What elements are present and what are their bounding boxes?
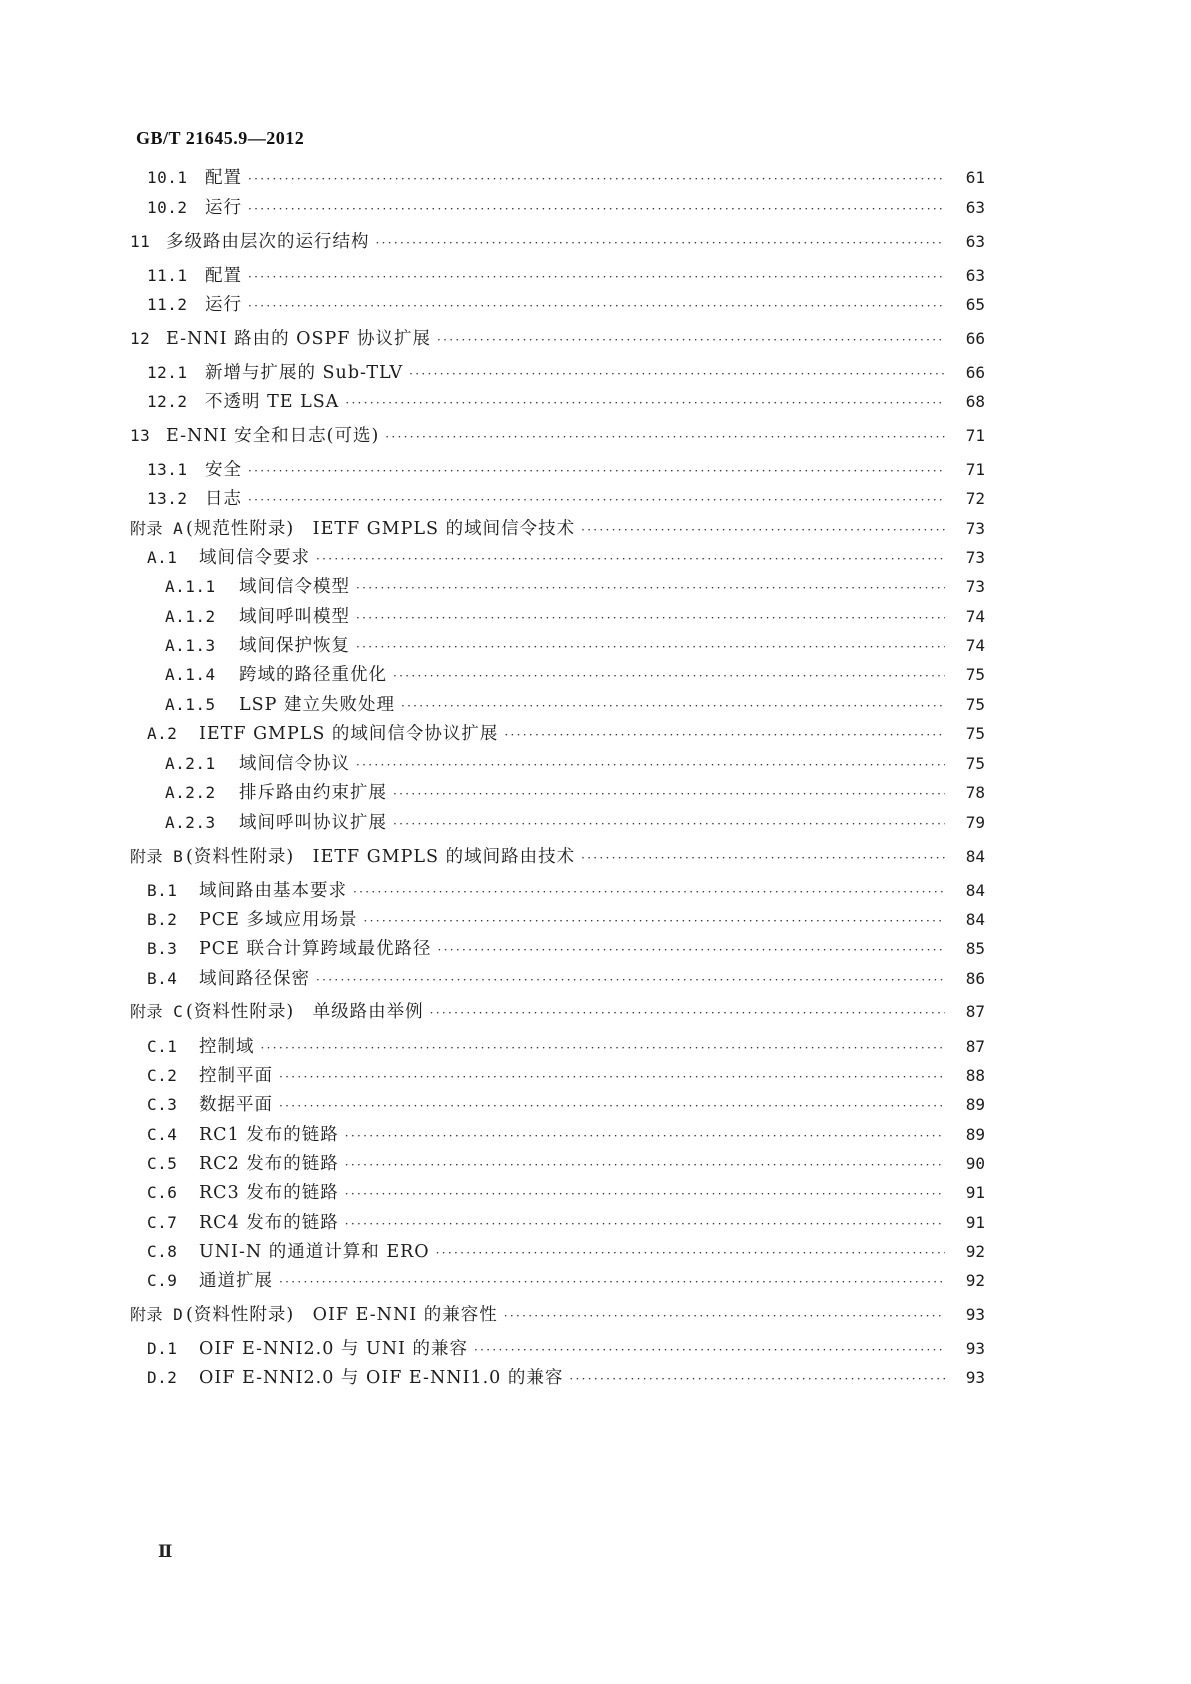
toc-leader-dots: [401, 693, 945, 719]
toc-leader-dots: [345, 1152, 945, 1178]
toc-entry[interactable]: [147, 907, 985, 933]
toc-entry-number: B.4: [147, 969, 178, 988]
toc-entry-title: 日志: [205, 489, 242, 509]
toc-entry-title: 控制域: [199, 1037, 255, 1057]
toc-entry[interactable]: [147, 1034, 985, 1060]
toc-leader-dots: [438, 937, 945, 963]
toc-entry-page: 61: [965, 168, 985, 187]
toc-entry-title: 数据平面: [199, 1095, 273, 1115]
toc-leader-dots: [279, 1269, 945, 1295]
toc-entry-page: 89: [965, 1095, 985, 1114]
toc-entry[interactable]: [147, 360, 985, 386]
toc-entry[interactable]: [130, 326, 985, 352]
toc-leader-dots: [393, 811, 945, 837]
toc-leader-dots: [356, 605, 945, 631]
toc-entry[interactable]: [147, 1268, 985, 1294]
toc-entry-page: 93: [965, 1339, 985, 1358]
toc-entry-number: A.1.3: [165, 636, 216, 655]
toc-entry-title: 运行: [205, 198, 242, 218]
toc-entry-page: 87: [965, 1037, 985, 1056]
toc-entry-number: C.1: [147, 1037, 178, 1056]
toc-leader-dots: [393, 663, 945, 689]
toc-entry-number: C.4: [147, 1125, 178, 1144]
toc-entry-page: 66: [965, 363, 985, 382]
toc-entry-title: 域间呼叫模型: [239, 607, 350, 627]
toc-entry-page: 73: [965, 519, 985, 538]
toc-entry-title: RC3 发布的链路: [199, 1183, 339, 1203]
toc-entry[interactable]: [147, 1063, 985, 1089]
toc-entry[interactable]: [147, 389, 985, 415]
toc-entry-page: 74: [965, 607, 985, 626]
toc-entry-title: RC2 发布的链路: [199, 1154, 339, 1174]
toc-entry-number: C.5: [147, 1154, 178, 1173]
toc-entry-number: 13.2: [147, 489, 188, 508]
toc-entry[interactable]: [165, 604, 985, 630]
toc-entry-page: 68: [965, 392, 985, 411]
toc-entry-number: B.3: [147, 939, 178, 958]
toc-leader-dots: [316, 967, 945, 993]
toc-entry-page: 71: [965, 426, 985, 445]
standard-number-header: GB/T 21645.9—2012: [136, 128, 305, 148]
toc-entry[interactable]: [147, 457, 985, 483]
toc-leader-dots: [385, 424, 945, 450]
toc-entry-number: A.2.3: [165, 813, 216, 832]
toc-entry-title: (资料性附录) 单级路由举例: [186, 1002, 424, 1022]
toc-entry-number: 12.2: [147, 392, 188, 411]
toc-leader-dots: [345, 1123, 945, 1149]
toc-entry-page: 92: [965, 1271, 985, 1290]
toc-entry-title: RC1 发布的链路: [199, 1125, 339, 1145]
toc-entry-page: 73: [965, 548, 985, 567]
toc-entry[interactable]: [130, 999, 985, 1025]
toc-entry-number: 11.2: [147, 295, 188, 314]
toc-entry-page: 84: [965, 910, 985, 929]
toc-entry-number: 附录 C: [130, 1002, 184, 1021]
toc-entry[interactable]: [147, 966, 985, 992]
toc-entry[interactable]: [130, 229, 985, 255]
toc-entry[interactable]: [165, 780, 985, 806]
toc-entry-title: 新增与扩展的 Sub-TLV: [205, 363, 404, 383]
toc-entry-title: 域间路由基本要求: [199, 881, 347, 901]
toc-entry-number: B.2: [147, 910, 178, 929]
toc-leader-dots: [504, 1303, 945, 1329]
toc-leader-dots: [279, 1064, 945, 1090]
toc-entry[interactable]: [147, 486, 985, 512]
toc-entry-title: LSP 建立失败处理: [239, 695, 395, 715]
toc-entry[interactable]: [165, 751, 985, 777]
toc-leader-dots: [504, 722, 945, 748]
toc-entry-title: 配置: [205, 266, 242, 286]
toc-entry-page: 72: [965, 489, 985, 508]
toc-entry[interactable]: [165, 810, 985, 836]
toc-entry-number: A.1: [147, 548, 178, 567]
toc-entry-number: C.2: [147, 1066, 178, 1085]
toc-entry-title: 控制平面: [199, 1066, 273, 1086]
toc-entry[interactable]: [165, 633, 985, 659]
toc-entry-number: A.2.2: [165, 783, 216, 802]
toc-entry[interactable]: [130, 423, 985, 449]
toc-leader-dots: [316, 546, 945, 572]
toc-entry-title: 域间信令协议: [239, 754, 350, 774]
toc-entry-page: 71: [965, 460, 985, 479]
toc-entry-number: C.6: [147, 1183, 178, 1202]
toc-entry-page: 73: [965, 577, 985, 596]
toc-entry-number: 11: [130, 232, 151, 251]
toc-entry-page: 66: [965, 329, 985, 348]
toc-entry[interactable]: [147, 721, 985, 747]
toc-entry-title: 通道扩展: [199, 1271, 273, 1291]
toc-leader-dots: [248, 264, 945, 290]
toc-leader-dots: [436, 1240, 945, 1266]
toc-entry-title: 不透明 TE LSA: [205, 392, 340, 412]
toc-entry-page: 90: [965, 1154, 985, 1173]
toc-entry-number: 12: [130, 329, 151, 348]
toc-leader-dots: [248, 458, 945, 484]
toc-leader-dots: [393, 781, 945, 807]
toc-entry[interactable]: [147, 165, 985, 191]
toc-entry[interactable]: [130, 516, 985, 542]
toc-entry-page: 75: [965, 754, 985, 773]
toc-entry-number: 13: [130, 426, 151, 445]
toc-leader-dots: [345, 1211, 945, 1237]
toc-leader-dots: [279, 1093, 945, 1119]
toc-entry-title: 跨域的路径重优化: [239, 665, 387, 685]
toc-entry-number: 12.1: [147, 363, 188, 382]
toc-leader-dots: [430, 1000, 945, 1026]
toc-entry-number: 11.1: [147, 266, 188, 285]
toc-entry-number: C.8: [147, 1242, 178, 1261]
toc-entry-number: C.3: [147, 1095, 178, 1114]
toc-leader-dots: [248, 293, 945, 319]
toc-leader-dots: [248, 166, 945, 192]
toc-entry-number: 附录 A: [130, 519, 184, 538]
toc-leader-dots: [569, 1366, 945, 1392]
toc-entry[interactable]: [147, 1239, 985, 1265]
toc-entry-number: A.1.2: [165, 607, 216, 626]
toc-entry-number: C.9: [147, 1271, 178, 1290]
toc-entry[interactable]: [165, 574, 985, 600]
toc-entry-title: 运行: [205, 295, 242, 315]
toc-leader-dots: [581, 845, 945, 871]
toc-entry-title: PCE 多域应用场景: [199, 910, 358, 930]
toc-entry[interactable]: [147, 545, 985, 571]
toc-entry[interactable]: [130, 844, 985, 870]
toc-entry-page: 78: [965, 783, 985, 802]
toc-leader-dots: [248, 487, 945, 513]
toc-entry-number: 13.1: [147, 460, 188, 479]
toc-leader-dots: [356, 752, 945, 778]
toc-entry-page: 84: [965, 847, 985, 866]
toc-entry[interactable]: [147, 1092, 985, 1118]
toc-entry-title: OIF E-NNI2.0 与 UNI 的兼容: [199, 1339, 469, 1359]
toc-entry-title: IETF GMPLS 的域间信令协议扩展: [199, 724, 499, 744]
toc-entry-title: E-NNI 路由的 OSPF 协议扩展: [166, 329, 431, 349]
toc-entry[interactable]: [147, 1210, 985, 1236]
toc-entry-page: 91: [965, 1213, 985, 1232]
toc-entry-number: A.2.1: [165, 754, 216, 773]
toc-entry-title: OIF E-NNI2.0 与 OIF E-NNI1.0 的兼容: [199, 1368, 564, 1388]
toc-entry-title: UNI-N 的通道计算和 ERO: [199, 1242, 430, 1262]
toc-entry-page: 87: [965, 1002, 985, 1021]
toc-entry-page: 65: [965, 295, 985, 314]
toc-entry-title: 域间保护恢复: [239, 636, 350, 656]
toc-entry[interactable]: [147, 1365, 985, 1391]
toc-entry-page: 86: [965, 969, 985, 988]
toc-entry-title: 配置: [205, 168, 242, 188]
toc-entry[interactable]: [147, 195, 985, 221]
toc-entry-page: 84: [965, 881, 985, 900]
toc-entry-title: E-NNI 安全和日志(可选): [166, 426, 380, 446]
page-number-footer: Ⅱ: [158, 1542, 173, 1561]
toc-entry-number: C.7: [147, 1213, 178, 1232]
toc-leader-dots: [345, 390, 945, 416]
toc-leader-dots: [474, 1337, 945, 1363]
toc-entry-page: 63: [965, 198, 985, 217]
toc-entry-page: 85: [965, 939, 985, 958]
toc-leader-dots: [376, 230, 946, 256]
toc-entry-title: (资料性附录) OIF E-NNI 的兼容性: [186, 1305, 498, 1325]
toc-leader-dots: [581, 517, 945, 543]
toc-entry[interactable]: [147, 936, 985, 962]
toc-entry-title: (资料性附录) IETF GMPLS 的域间路由技术: [186, 847, 576, 867]
toc-entry-page: 93: [965, 1305, 985, 1324]
toc-entry-page: 88: [965, 1066, 985, 1085]
toc-entry-page: 89: [965, 1125, 985, 1144]
toc-entry-number: A.2: [147, 724, 178, 743]
toc-entry-page: 63: [965, 266, 985, 285]
toc-leader-dots: [248, 196, 945, 222]
toc-entry-title: 域间信令模型: [239, 577, 350, 597]
toc-entry[interactable]: [147, 1122, 985, 1148]
toc-entry-number: 附录 B: [130, 847, 184, 866]
toc-entry-number: B.1: [147, 881, 178, 900]
toc-entry-page: 75: [965, 695, 985, 714]
toc-entry-number: A.1.1: [165, 577, 216, 596]
toc-entry[interactable]: [165, 692, 985, 718]
toc-entry[interactable]: [147, 292, 985, 318]
toc-entry-title: RC4 发布的链路: [199, 1213, 339, 1233]
toc-entry-number: A.1.5: [165, 695, 216, 714]
toc-entry[interactable]: [147, 1151, 985, 1177]
toc-entry-title: 域间呼叫协议扩展: [239, 813, 387, 833]
toc-entry[interactable]: [147, 1180, 985, 1206]
toc-entry-page: 92: [965, 1242, 985, 1261]
toc-leader-dots: [437, 327, 945, 353]
toc-leader-dots: [353, 879, 945, 905]
toc-entry-title: 域间信令要求: [199, 548, 310, 568]
toc-entry-number: 10.1: [147, 168, 188, 187]
toc-entry-title: PCE 联合计算跨域最优路径: [199, 939, 432, 959]
toc-entry-page: 63: [965, 232, 985, 251]
toc-entry-title: 多级路由层次的运行结构: [166, 232, 370, 252]
toc-entry-title: 域间路径保密: [199, 969, 310, 989]
toc-entry-page: 79: [965, 813, 985, 832]
toc-entry-title: (规范性附录) IETF GMPLS 的域间信令技术: [186, 519, 576, 539]
toc-entry-number: 10.2: [147, 198, 188, 217]
toc-leader-dots: [364, 908, 945, 934]
toc-entry-number: D.2: [147, 1368, 178, 1387]
toc-entry[interactable]: [147, 263, 985, 289]
toc-leader-dots: [409, 361, 945, 387]
toc-entry-page: 91: [965, 1183, 985, 1202]
toc-entry-number: A.1.4: [165, 665, 216, 684]
toc-entry-number: 附录 D: [130, 1305, 184, 1324]
toc-entry-title: 安全: [205, 460, 242, 480]
toc-entry-page: 74: [965, 636, 985, 655]
toc-entry-page: 93: [965, 1368, 985, 1387]
toc-entry[interactable]: [147, 1336, 985, 1362]
toc-entry[interactable]: [165, 662, 985, 688]
toc-entry-title: 排斥路由约束扩展: [239, 783, 387, 803]
toc-entry-page: 75: [965, 724, 985, 743]
toc-leader-dots: [356, 575, 945, 601]
toc-leader-dots: [345, 1181, 945, 1207]
toc-entry[interactable]: [130, 1302, 985, 1328]
toc-entry-page: 75: [965, 665, 985, 684]
toc-leader-dots: [356, 634, 945, 660]
toc-leader-dots: [261, 1035, 946, 1061]
toc-entry[interactable]: [147, 878, 985, 904]
toc-entry-number: D.1: [147, 1339, 178, 1358]
